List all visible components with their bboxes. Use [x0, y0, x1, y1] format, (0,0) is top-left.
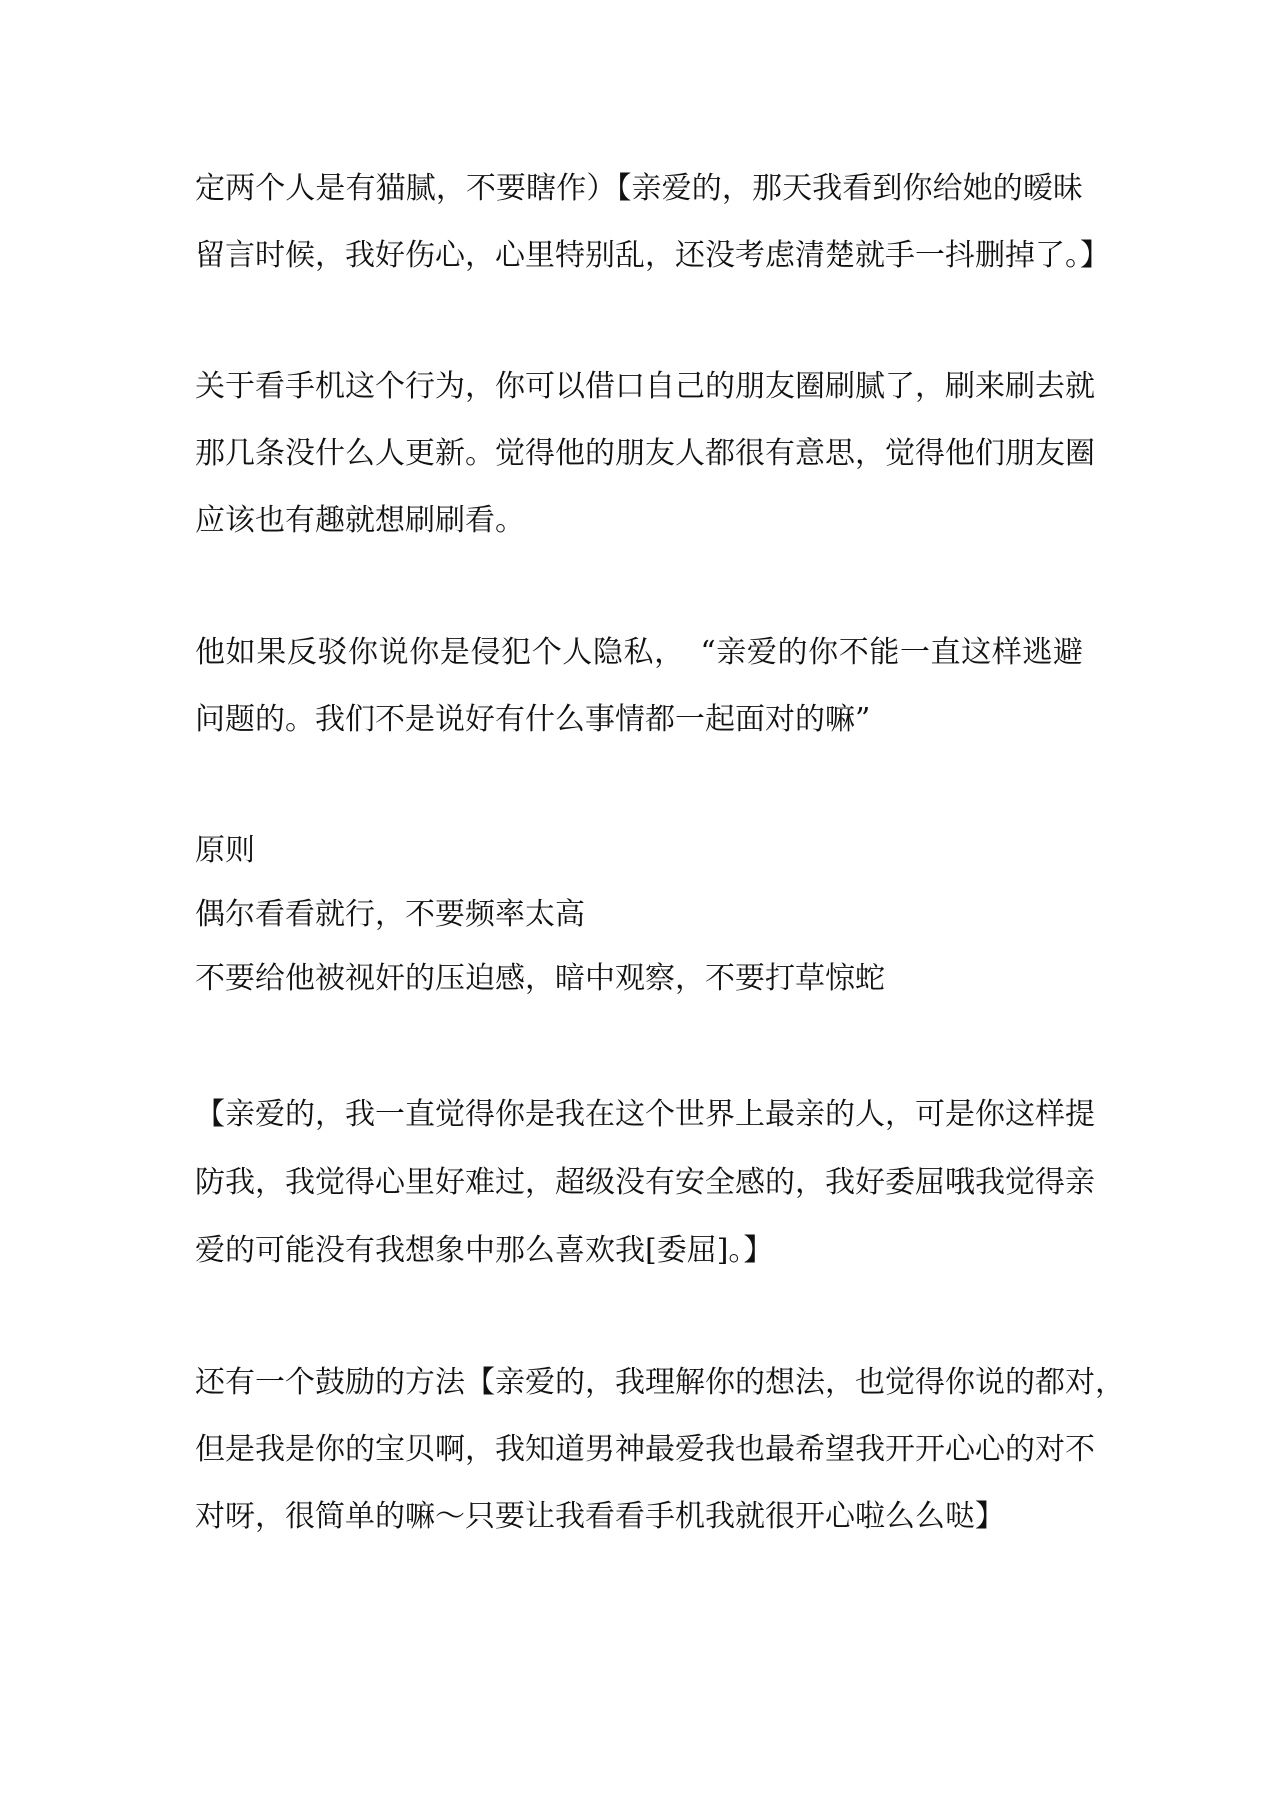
principle-item-1: 偶尔看看就行，不要频率太高 [195, 897, 585, 932]
paragraph-6-line-3: 对呀，很简单的嘛～只要让我看看手机我就很开心啦么么哒】 [195, 1499, 1005, 1534]
paragraph-3-line-2: 问题的。我们不是说好有什么事情都一起面对的嘛” [195, 702, 871, 737]
paragraph-1-line-1: 定两个人是有猫腻，不要瞎作）【亲爱的，那天我看到你给她的暧昧 [195, 171, 1083, 206]
paragraph-1-line-2: 留言时候，我好伤心，心里特别乱，还没考虑清楚就手一抖删掉了。】 [195, 238, 1110, 273]
paragraph-2-line-2: 那几条没什么人更新。觉得他的朋友人都很有意思，觉得他们朋友圈 [195, 436, 1095, 471]
principle-heading: 原则 [195, 833, 255, 868]
paragraph-6-line-2: 但是我是你的宝贝啊，我知道男神最爱我也最希望我开开心心的对不 [195, 1432, 1095, 1467]
paragraph-2-line-3: 应该也有趣就想刷刷看。 [195, 503, 525, 538]
principle-item-2: 不要给他被视奸的压迫感，暗中观察，不要打草惊蛇 [195, 961, 885, 996]
paragraph-5-line-2: 防我，我觉得心里好难过，超级没有安全感的，我好委屈哦我觉得亲 [195, 1165, 1095, 1200]
paragraph-5-line-1: 【亲爱的，我一直觉得你是我在这个世界上最亲的人，可是你这样提 [195, 1097, 1095, 1132]
paragraph-6-line-1: 还有一个鼓励的方法【亲爱的，我理解你的想法，也觉得你说的都对， [195, 1365, 1125, 1400]
paragraph-5-line-3: 爱的可能没有我想象中那么喜欢我[委屈]。】 [195, 1233, 774, 1268]
paragraph-3-line-1: 他如果反驳你说你是侵犯个人隐私， “亲爱的你不能一直这样逃避 [195, 635, 1083, 670]
paragraph-2-line-1: 关于看手机这个行为，你可以借口自己的朋友圈刷腻了，刷来刷去就 [195, 369, 1095, 404]
